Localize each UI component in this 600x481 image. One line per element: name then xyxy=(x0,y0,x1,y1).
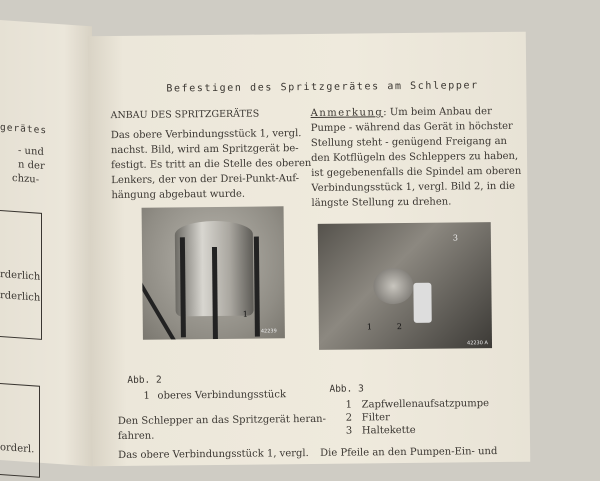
legend-text: Filter xyxy=(361,412,390,424)
section-heading: ANBAU DES SPRITZGERÄTES xyxy=(110,108,260,122)
text-line: längste Stellung zu drehen. xyxy=(311,196,452,209)
pump-photo xyxy=(318,222,492,350)
figure-caption: Abb. 2 xyxy=(127,374,162,386)
frame-leg xyxy=(180,237,186,337)
legend-text: Haltekette xyxy=(361,424,416,437)
left-page-text: gerätes xyxy=(0,122,48,137)
sprayer-photo xyxy=(142,206,285,339)
filter-shape xyxy=(413,283,431,323)
legend-num: 1 xyxy=(143,390,150,402)
text-line: Verbindungsstück 1, vergl. Bild 2, in die xyxy=(311,180,516,194)
left-table-cell: rderlich xyxy=(0,269,41,283)
figure-caption: Abb. 3 xyxy=(329,383,364,395)
photo-number: 42230 A xyxy=(466,340,488,347)
text-line: den Kotflügeln des Schleppers zu haben, xyxy=(310,150,519,164)
legend-num: 3 xyxy=(345,425,353,437)
legend-num: 2 xyxy=(345,412,353,424)
callout-1: 1 xyxy=(366,322,372,332)
text-line: Pumpe - während das Gerät in höchster xyxy=(310,120,513,134)
legend-text: Zapfwellenaufsatzpumpe xyxy=(361,398,490,411)
frame-leg xyxy=(254,237,260,337)
legend-text: oberes Verbindungsstück xyxy=(157,389,287,402)
text-line: Das obere Verbindungsstück 1, vergl. xyxy=(110,128,302,142)
left-page xyxy=(0,20,92,466)
text-line: fahren. xyxy=(117,430,155,443)
photo-number: 42239 xyxy=(260,328,277,335)
frame-leg xyxy=(142,272,177,340)
note-label: Anmerkung xyxy=(310,107,384,119)
callout-3: 3 xyxy=(452,233,459,243)
callout-2: 2 xyxy=(396,322,402,332)
left-page-text: n der xyxy=(18,159,45,173)
right-page xyxy=(88,32,530,467)
text-line: Lenkers, der von der Drei-Punkt-Auf- xyxy=(111,173,300,187)
left-page-text: chzu- xyxy=(12,172,40,186)
callout-1: 1 xyxy=(242,309,248,319)
text-line: Das obere Verbindungsstück 1, vergl. xyxy=(118,448,309,462)
text-line: festigt. Es tritt an die Stelle des oberen xyxy=(111,157,312,172)
text-line: ist gegebenenfalls die Spindel am oberen xyxy=(311,165,522,179)
text-line: nachst. Bild, wird am Spritzgerät be- xyxy=(110,143,299,157)
text-line: Stellung steht - genügend Freigang an xyxy=(310,135,508,149)
pump-shape xyxy=(373,268,413,304)
left-page-text: - und xyxy=(18,145,44,159)
left-table-cell: rderlich xyxy=(0,290,41,304)
text-line: Den Schlepper an das Spritzgerät heran- xyxy=(117,413,327,428)
left-table-cell: orderl. xyxy=(0,442,35,456)
left-table-2 xyxy=(0,383,40,478)
text-line: : Um beim Anbau der xyxy=(383,106,492,119)
text-line: Die Pfeile an den Pumpen-Ein- und xyxy=(320,446,498,459)
page-title: Befestigen des Spritzgerätes am Schlepper xyxy=(166,80,479,95)
legend-num: 1 xyxy=(345,399,353,411)
text-line: hängung abgebaut wurde. xyxy=(111,188,246,202)
frame-leg xyxy=(212,247,218,340)
